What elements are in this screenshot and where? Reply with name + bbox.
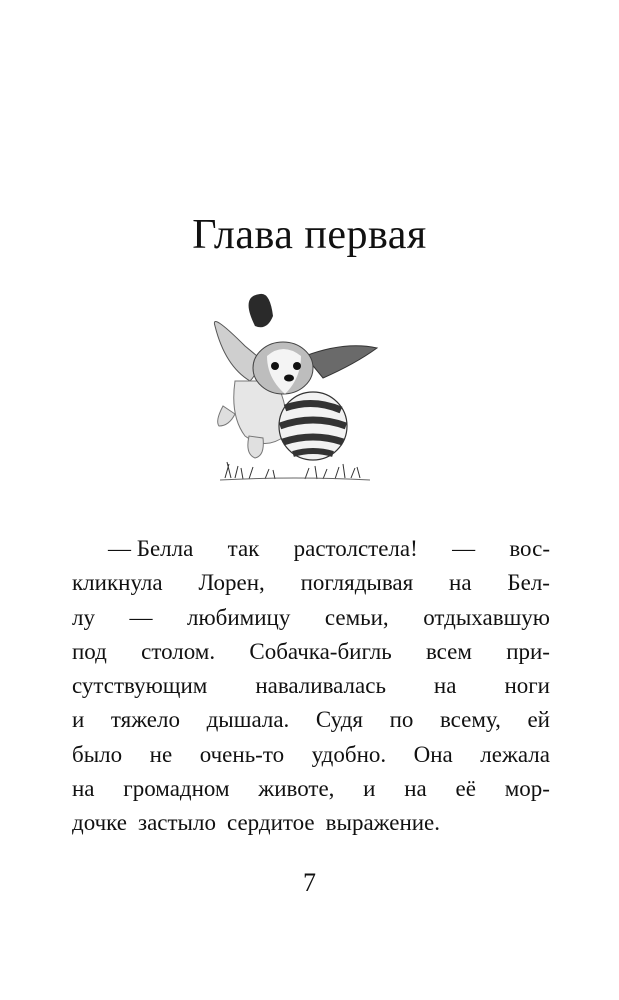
grass-illustration bbox=[220, 462, 370, 480]
nose bbox=[284, 375, 294, 382]
text-line: кликнула Лорен, поглядывая на Бел- bbox=[72, 570, 550, 596]
text-line: лу — любимицу семьи, отдыхавшую bbox=[72, 604, 550, 630]
striped-ball bbox=[279, 392, 347, 460]
text-line: и тяжело дышала. Судя по всему, ей bbox=[72, 707, 550, 733]
chapter-title: Глава первая bbox=[192, 212, 427, 258]
chapter-paragraph bbox=[72, 532, 550, 841]
text-line: — Белла так растолстела! — вос- bbox=[108, 536, 550, 561]
front-leg bbox=[218, 406, 235, 426]
text-line: сутствующим наваливалась на ноги bbox=[72, 673, 550, 699]
right-eye bbox=[293, 362, 301, 370]
text-line: дочке застыло сердитое выражение. bbox=[72, 810, 441, 836]
text-line: на громадном животе, и на её мор- bbox=[72, 776, 550, 802]
far-ear bbox=[249, 294, 273, 327]
beagle-puppy-with-ball-illustration bbox=[205, 286, 385, 490]
text-line: было не очень-то удобно. Она лежала bbox=[72, 741, 550, 767]
left-ear bbox=[214, 322, 257, 382]
right-ear bbox=[305, 346, 377, 378]
back-leg bbox=[248, 436, 263, 458]
left-eye bbox=[271, 362, 279, 370]
text-line: под столом. Собачка-бигль всем при- bbox=[72, 638, 550, 664]
page-number: 7 bbox=[303, 868, 316, 897]
